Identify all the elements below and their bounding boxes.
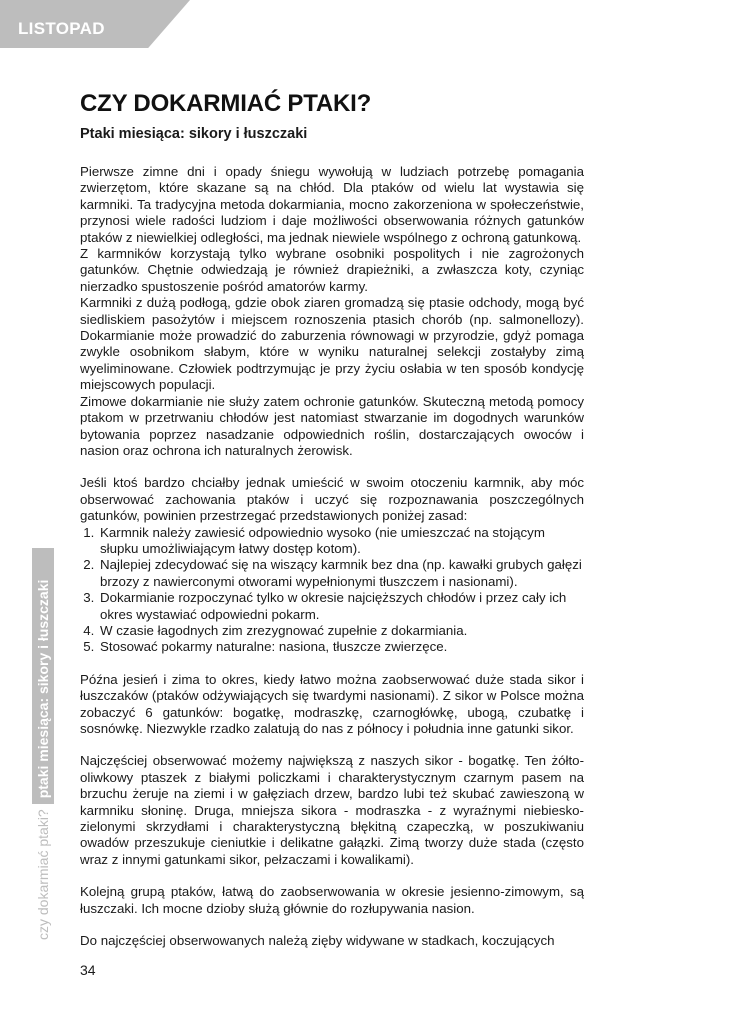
paragraph: Kolejną grupą ptaków, łatwą do zaobserwowania w okresie jesienno-zimowym, są łuszczaki. Ich mocne dzioby służą głównie do rozłupywania nasion.	[80, 884, 584, 916]
paragraph: Do najczęściej obserwowanych należą zięby widywane w stadkach, koczujących	[80, 933, 555, 949]
paragraph: Zimowe dokarmianie nie służy zatem ochronie gatunków. Skuteczną metodą pomocy ptakom w przetrwaniu chłodów jest natomiast stwarzanie im dogodnych warunków bytowania poprzez nasadzanie odpowiednich roślin, dostarczających owoców i nasion oraz ochrona ich naturalnych żerowisk.	[80, 393, 584, 458]
month-label: LISTOPAD	[18, 19, 105, 38]
paragraph: Późna jesień i zima to okres, kiedy łatwo można zaobserwować duże stada sikor i łuszczaków (ptaków odżywiających się twardymi nasionami). Z sikor w Polsce można zobaczyć 6 gatunków: bogatkę, modraszkę, czarnogłówkę, ubogą, czubatkę i sosnówkę. Niezwykle rzadko zalatują do nas z północy i południa inne gatunki sikor.	[80, 671, 584, 736]
side-tab	[32, 548, 54, 942]
list-item: 2. Najlepiej zdecydować się na wiszący karmnik bez dna (np. kawałki grubych gałęzi brzozy z nawierconymi otworami wypełnionymi tłuszczem i nasionami).	[98, 557, 584, 590]
paragraph: Jeśli ktoś bardzo chciałby jednak umieścić w swoim otoczeniu karmnik, aby móc obserwować zachowania ptaków i uczyć się rozpoznawania poszczególnych gatunków, powinien przestrzegać przedstawionych poniżej zasad:	[80, 475, 584, 524]
side-tab-question: czy dokarmiać ptaki?	[35, 809, 51, 940]
paragraph: Karmniki z dużą podłogą, gdzie obok ziaren gromadzą się ptasie odchody, mogą być siedliskiem pasożytów i miejscem roznoszenia ptasich chorób (np. salmonellozy). Dokarmianie może prowadzić do zaburzenia równowagi w przyrodzie, gdyż pomaga zwykle osobnikom słabym, które w wyniku naturalnej selekcji zostałyby zimą wyeliminowane. Człowiek podtrzymując je przy życiu osłabia w ten sposób kondycję miejscowych populacji.	[80, 295, 584, 393]
list-item: 4. W czasie łagodnych zim zrezygnować zupełnie z dokarmiania.	[98, 623, 584, 639]
paragraph: Pierwsze zimne dni i opady śniegu wywołują w ludziach potrzebę pomagania zwierzętom, które skazane są na chłód. Dla ptaków od wielu lat wystawia się karmniki. Ta tradycyjna metoda dokarmiania, mocno zakorzeniona w społeczeństwie, przynosi wiele radości ludziom i daje możliwości obserwowania różnych gatunków ptaków z niewielkiej odległości, ma jednak niewiele wspólnego z ochroną gatunkową.	[80, 164, 584, 245]
page-number: 34	[80, 962, 96, 978]
list-item: 3. Dokarmianie rozpoczynać tylko w okresie najcięższych chłodów i przez cały ich okres wystawiać odpowiedni pokarm.	[98, 590, 584, 623]
article	[80, 90, 584, 949]
rules-list	[80, 525, 584, 656]
page-subtitle: Ptaki miesiąca: sikory i łuszczaki	[80, 126, 308, 142]
article-body	[80, 164, 584, 949]
page-title: CZY DOKARMIAĆ PTAKI?	[80, 90, 372, 117]
list-item: 1. Karmnik należy zawiesić odpowiednio wysoko (nie umieszczać na stojącym słupku umożliwiającym łatwy dostęp kotom).	[98, 525, 584, 558]
list-item: 5. Stosować pokarmy naturalne: nasiona, tłuszcze zwierzęce.	[98, 639, 584, 655]
side-tab-topic: ptaki miesiąca: sikory i łuszczaki	[32, 548, 54, 804]
paragraph: Najczęściej obserwować możemy największą z naszych sikor - bogatkę. Ten żółto-oliwkowy ptaszek z białymi policzkami i charakterystycznym czarnym pasem na brzuchu żeruje na ziemi i w gałęziach drzew, bardzo lubi też skubać zawieszoną w karmniku słoninę. Druga, mniejsza sikora - modraszka - z wyraźnymi niebiesko-zielonymi skrzydłami i charakterystyczną błękitną czapeczką, w poszukiwaniu owadów przeszukuje cieniutkie i delikatne gałązki. Zimą tworzy duże stada (często wraz z innymi gatunkami sikor, pełzaczami i kowalikami).	[80, 753, 584, 867]
paragraph: Z karmników korzystają tylko wybrane osobniki pospolitych i nie zagrożonych gatunków. Chętnie odwiedzają je również drapieżniki, a zwłaszcza koty, czyniąc nierzadko spustoszenie pośród amatorów karmy.	[80, 246, 584, 294]
